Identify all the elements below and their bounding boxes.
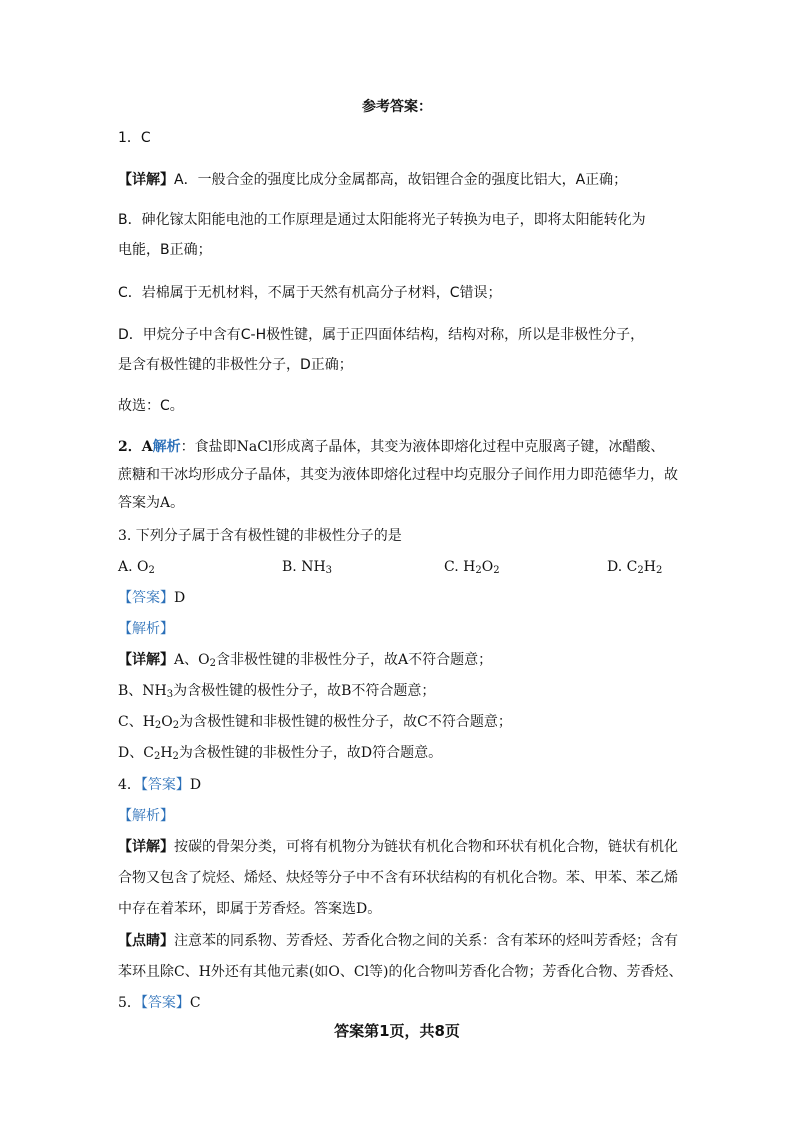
detail-tag: 【详解】	[118, 839, 174, 855]
q3-detail-a: 【详解】A、$O_2$含非极性键的非极性分子，故A不符合题意；	[118, 652, 493, 669]
tip-tag: 【点睛】	[118, 933, 174, 949]
q1-option-c: C．岩棉属于无机材料，不属于天然有机高分子材料，C错误；	[118, 285, 502, 301]
q3-answer	[118, 588, 694, 608]
detail-tag: 【详解】	[118, 172, 174, 188]
q3-detail-b: B、$NH_3$为含极性键的极性分子，故B不符合题意；	[118, 683, 436, 700]
q3-detail-d: D、$C_2H_2$为含极性键的非极性分子，故D符合题意。	[118, 745, 443, 762]
q3-option-c: C. $H_2O_2$	[444, 559, 500, 576]
q4-detail-line1: 【详解】按碳的骨架分类，可将有机物分为链状有机化合物和环状有机化合物，链状有机化	[118, 839, 678, 855]
q4-tip-line2: 苯环且除C、H外还有其他元素(如O、Cl等)的化合物叫芳香化合物；芳香化合物、芳香烃、	[118, 964, 683, 980]
detail-tag: 【详解】	[118, 652, 174, 668]
answer-tag: 【答案】	[118, 590, 174, 606]
q2-number: 2．A	[118, 439, 153, 455]
page-footer: 答案第1页，共8页	[334, 1022, 460, 1040]
q1-number: 1．C	[118, 130, 151, 146]
q2-text1: ：食盐即NaCl形成离子晶体，其变为液体即熔化过程中克服离子键，冰醋酸、	[180, 439, 665, 455]
q1-option-d-line1: D．甲烷分子中含有C-H极性键，属于正四面体结构，结构对称，所以是非极性分子，	[118, 327, 645, 343]
q4-detail-line2: 合物又包含了烷烃、烯烃、炔烃等分子中不含有环状结构的有机化合物。苯、甲苯、苯乙烯	[118, 870, 678, 886]
q1-option-d-line2: 是含有极性键的非极性分子，D正确；	[118, 357, 353, 373]
q1-a-text: A．一般合金的强度比成分金属都高，故铝锂合金的强度比铝大，A正确；	[174, 172, 628, 188]
q4-analysis-tag: 【解析】	[118, 808, 174, 824]
q3-detail-c: C、$H_2O_2$为含极性键和非极性键的极性分子，故C不符合题意；	[118, 714, 512, 731]
q5-answer	[118, 993, 694, 1013]
q4-answer	[118, 775, 694, 795]
q2-line3: 答案为A。	[118, 495, 185, 511]
q4-number: 4．	[118, 777, 141, 793]
q1-choice: 故选：C。	[118, 398, 184, 414]
analysis-tag: 解析	[152, 439, 181, 455]
q3-option-a: A. $O_2$	[118, 559, 155, 576]
q3-option-d: D. $C_2H_2$	[607, 559, 663, 576]
q1-option-a	[118, 170, 694, 190]
q3-analysis-tag: 【解析】	[118, 621, 174, 637]
q3-stem: 3. 下列分子属于含有极性键的非极性分子的是	[118, 528, 402, 544]
q5-number: 5．	[118, 995, 141, 1011]
q1-option-b-line2: 电能，B正确；	[118, 242, 212, 258]
page-title: 参考答案：	[362, 99, 432, 115]
q4-detail-line3: 中存在着苯环，即属于芳香烃。答案选D。	[118, 901, 382, 917]
q2-line1	[118, 437, 694, 457]
q2-line2: 蔗糖和干冰均形成分子晶体，其变为液体即熔化过程中均克服分子间作用力即范德华力，故	[118, 467, 678, 483]
q4-answer-value: D	[189, 777, 202, 793]
q1-option-b-line1: B．砷化镓太阳能电池的工作原理是通过太阳能将光子转换为电子，即将太阳能转化为	[118, 212, 646, 228]
answer-tag: 【答案】	[140, 995, 190, 1011]
q4-tip-line1: 【点睛】注意苯的同系物、芳香烃、芳香化合物之间的关系：含有苯环的烃叫芳香烃；含有	[118, 933, 678, 949]
q5-answer-value: C	[189, 995, 201, 1011]
q3-answer-value: D	[174, 590, 186, 606]
answer-tag: 【答案】	[140, 777, 190, 793]
q3-option-b: B. $NH_3$	[282, 559, 333, 576]
